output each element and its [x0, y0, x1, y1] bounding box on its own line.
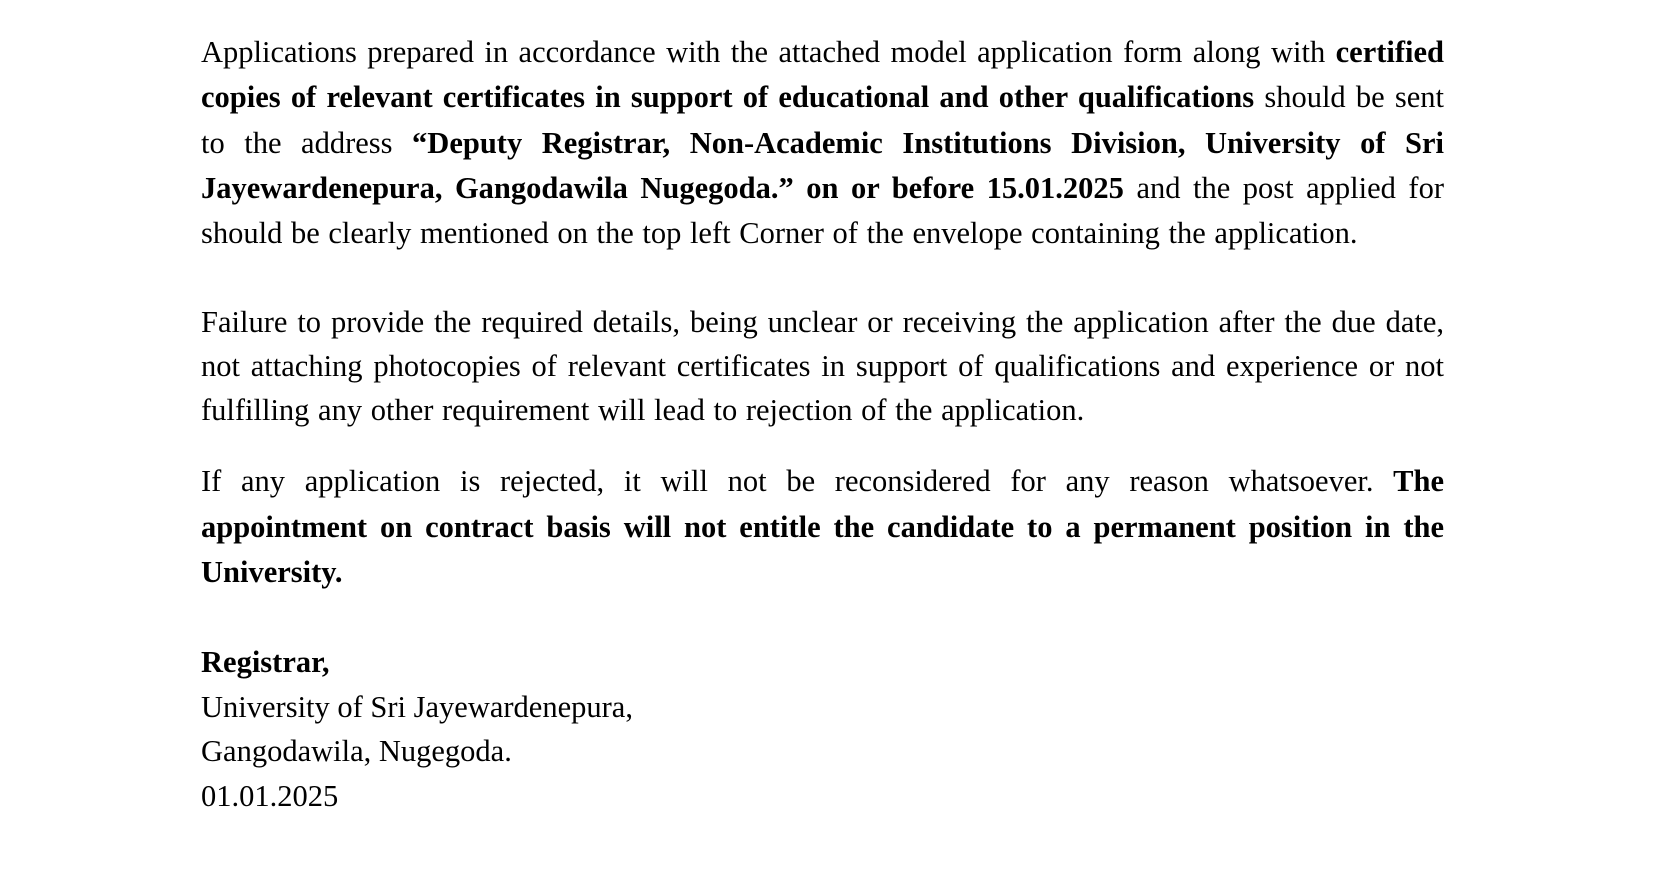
address-and-deadline-bold: “Deputy Registrar, Non-Academic Institutions Division, University of Sri Jayewardenepura, Gangodawila Nugegoda.” on or before 15.01.2025: [201, 125, 1444, 205]
signature-location: Gangodawila, Nugegoda.: [201, 734, 512, 769]
signatory-title: Registrar,: [201, 645, 330, 680]
signature-date: 01.01.2025: [201, 778, 339, 813]
instructions-text-3: and the post applied for should be clearly mentioned on the top left Corner of the envelope containing the application.: [201, 170, 1444, 251]
contract-basis-notice-bold: The appointment on contract basis will not entitle the candidate to a permanent position in the University.: [201, 464, 1444, 590]
instructions-text-1: Applications prepared in accordance with the attached model application form along with: [201, 35, 1336, 69]
document-page: [201, 30, 1444, 818]
instructions-text-2: should be sent to the address: [201, 80, 1444, 160]
reconsideration-text: If any application is rejected, it will not be reconsidered for any reason whatsoever.: [201, 464, 1394, 499]
rejection-conditions-paragraph: Failure to provide the required details, being unclear or receiving the application after the due date, not attaching photocopies of relevant certificates in support of qualifications and experience or not fulfilling any other requirement will lead to rejection of the application.: [201, 305, 1444, 428]
certificates-requirement-bold: certified copies of relevant certificates in support of educational and other qualifications: [201, 35, 1444, 115]
signature-block: [201, 640, 1444, 818]
application-instructions-paragraph: [201, 30, 1444, 256]
signature-university: University of Sri Jayewardenepura,: [201, 689, 633, 724]
reconsideration-paragraph: [201, 459, 1444, 595]
